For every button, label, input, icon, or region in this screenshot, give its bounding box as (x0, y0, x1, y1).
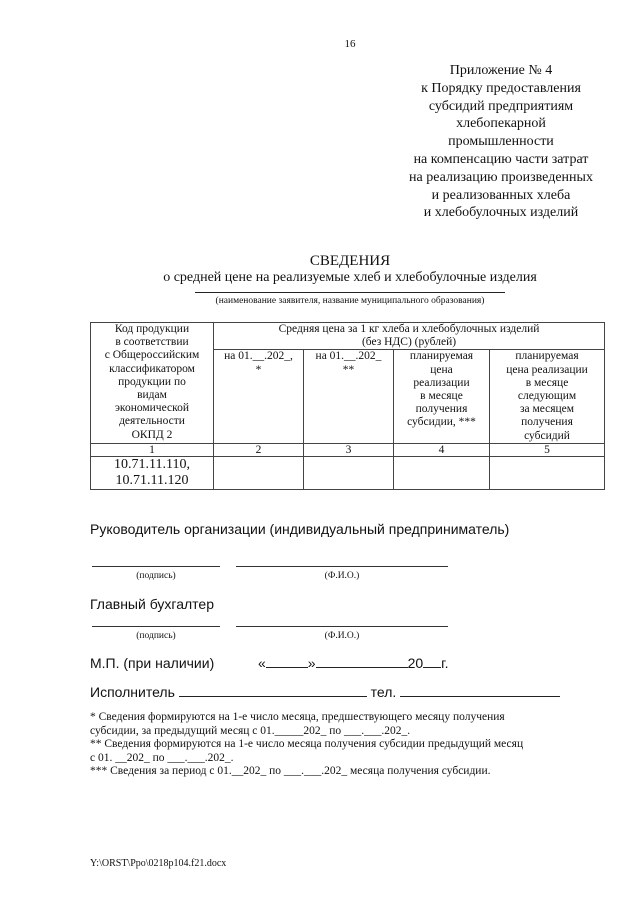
col5-header-line: цена реализации (506, 363, 588, 376)
stamp-label: М.П. (при наличии) (90, 655, 215, 671)
col5-header-line: следующим (517, 390, 577, 403)
executor-row (90, 684, 560, 700)
col1-header-line: деятельности (119, 415, 185, 428)
col1-header-line: Код продукции (114, 323, 190, 335)
document-subtitle: о средней цене на реализуемые хлеб и хлебобулочные изделия (163, 270, 537, 285)
accountant-name-line[interactable] (236, 626, 448, 627)
column-number: 3 (304, 443, 394, 456)
appendix-line: на компенсацию части затрат (413, 151, 589, 167)
date-close-quote: » (307, 655, 316, 671)
appendix-line: и хлебобулочных изделий (423, 205, 579, 221)
appendix-line: к Порядку предоставления (421, 80, 581, 96)
col2-header-line: на 01.__.202_, (224, 350, 293, 363)
executor-blank[interactable] (179, 684, 367, 697)
col4-header-line: субсидии, *** (407, 416, 476, 429)
accountant-name-caption: (Ф.И.О.) (324, 631, 360, 641)
col4-header-line: реализации (413, 376, 470, 389)
col5-header-line: в месяце (525, 376, 569, 389)
col1-header-line: видам (137, 389, 167, 402)
col1-header-line: экономической (115, 402, 189, 415)
col1-header (91, 323, 214, 444)
head-signature-line[interactable] (92, 566, 220, 567)
price-cell-col2[interactable] (214, 456, 304, 489)
date-month-blank[interactable] (316, 655, 408, 668)
col1-header-line: в соответствии (115, 336, 189, 349)
group-header-line: Средняя цена за 1 кг хлеба и хлебобулочных изделий (278, 323, 540, 335)
col3-header-line: ** (342, 363, 355, 376)
col4-header-line: цена (430, 363, 453, 376)
date-year-prefix: 20 (407, 655, 424, 671)
footnote-line: * Сведения формируются на 1-е число месяца, предшествующего месяцу получения (90, 711, 505, 723)
footnote-line: субсидии, за предыдущий месяц с 01._____202_ по ___.___.202_. (90, 724, 411, 737)
col1-header-line: классификатором (109, 362, 195, 375)
col3-header-line: на 01.__.202_ (315, 350, 382, 363)
appendix-line: на реализацию произведенных (409, 169, 593, 185)
price-cell-col4[interactable] (394, 456, 490, 489)
head-name-line[interactable] (236, 566, 448, 567)
date-field (258, 655, 448, 671)
price-cell-col5[interactable] (490, 456, 605, 489)
column-number: 1 (91, 443, 214, 456)
okpd-code: 10.71.11.110, (114, 456, 190, 472)
column-number: 2 (214, 443, 304, 456)
col2-header-line: * (255, 363, 262, 376)
applicant-caption: (наименование заявителя, название муниципального образования) (215, 296, 485, 306)
col5-header-line: планируемая (515, 350, 579, 363)
col5-header-line: получения (521, 416, 573, 429)
accountant-signature-caption: (подпись) (136, 631, 176, 641)
column-number: 4 (394, 443, 490, 456)
col4-header-line: в месяце (420, 390, 463, 403)
head-label: Руководитель организации (индивидуальный предприниматель) (90, 521, 510, 537)
column-number: 5 (490, 443, 605, 456)
page-number: 16 (344, 38, 356, 50)
col4-header-line: получения (415, 403, 468, 416)
file-path-footer: Y:\ORST\Ppo\0218p104.f21.docx (90, 858, 227, 869)
appendix-line: субсидий предприятиям (428, 98, 574, 114)
col1-header-line: продукции по (118, 375, 186, 388)
okpd-code: 10.71.11.120 (115, 472, 189, 488)
appendix-line: хлебопекарной (456, 116, 546, 132)
price-table (90, 322, 605, 490)
okpd-code-cell (91, 456, 214, 489)
footnote-line: с 01. __202_ по ___.___.202_. (90, 751, 234, 764)
footnote-line: *** Сведения за период с 01.__202_ по ___.___.202_ месяца получения субсидии. (90, 765, 491, 778)
col4-header-line: планируемая (409, 350, 474, 363)
footnote-line: ** Сведения формируются на 1-е число месяца получения субсидии предыдущий месяц (90, 738, 524, 751)
date-open-quote: « (258, 655, 266, 671)
col1-header-line: с Общероссийским (104, 349, 200, 362)
document-title: СВЕДЕНИЯ (309, 253, 391, 269)
head-name-caption: (Ф.И.О.) (324, 571, 360, 581)
phone-blank[interactable] (400, 684, 560, 697)
appendix-heading (390, 62, 612, 222)
appendix-line: промышленности (448, 134, 554, 150)
group-header-line: (без НДС) (рублей) (361, 336, 457, 349)
col5-header-line: субсидий (524, 429, 570, 442)
phone-label: тел. (370, 684, 397, 700)
executor-label: Исполнитель (90, 684, 175, 700)
group-header (214, 323, 605, 350)
accountant-signature-line[interactable] (92, 626, 220, 627)
col4-header (394, 350, 490, 443)
head-signature-caption: (подпись) (136, 571, 176, 581)
applicant-line[interactable] (195, 292, 505, 293)
price-cell-col3[interactable] (304, 456, 394, 489)
col2-header (214, 350, 304, 443)
appendix-line: Приложение № 4 (449, 63, 553, 78)
col1-header-line: ОКПД 2 (131, 428, 173, 441)
chief-accountant-label: Главный бухгалтер (90, 596, 214, 612)
date-year-blank[interactable] (423, 655, 441, 668)
date-day-blank[interactable] (266, 655, 308, 668)
footnotes (90, 711, 610, 779)
col5-header (490, 350, 605, 443)
col3-header (304, 350, 394, 443)
date-year-suffix: г. (441, 655, 449, 671)
appendix-line: и реализованных хлеба (431, 187, 571, 203)
col5-header-line: за месяцем (519, 403, 575, 416)
